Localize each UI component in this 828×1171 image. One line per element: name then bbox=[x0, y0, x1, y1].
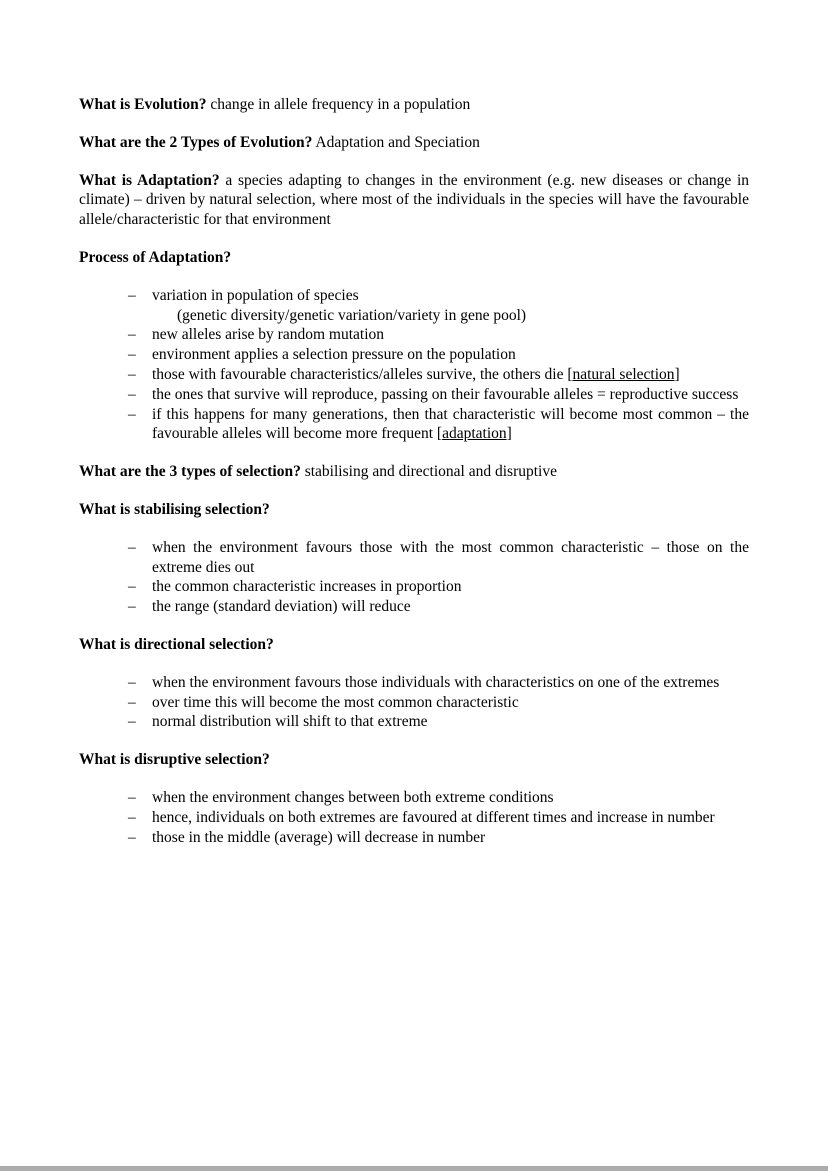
answer-text: Adaptation and Speciation bbox=[315, 133, 480, 151]
bullet-item bbox=[128, 345, 749, 365]
bullet-text bbox=[152, 405, 749, 445]
bullet-text: environment applies a selection pressure on the population bbox=[152, 346, 516, 364]
bullet-item bbox=[128, 673, 749, 693]
bullet-post-text: ] bbox=[506, 425, 512, 443]
qa-what-is-adaptation bbox=[79, 171, 749, 230]
answer-text: a species adapting to changes in the environment (e.g. new diseases or change in climate) – driven by natural selection, where most of the individuals in the species will have the favourable allele/characteristic for that environment bbox=[79, 171, 749, 229]
bullet-text: the common characteristic increases in proportion bbox=[152, 578, 462, 596]
answer-text: stabilising and directional and disruptive bbox=[304, 463, 557, 481]
bullet-item bbox=[128, 385, 749, 405]
underlined-term: natural selection bbox=[572, 365, 675, 383]
bullet-text: when the environment favours those with the most common characteristic – those on the extreme dies out bbox=[152, 538, 749, 576]
bullet-dash: – bbox=[128, 713, 136, 731]
bullet-text: the range (standard deviation) will reduce bbox=[152, 598, 411, 616]
qa-what-is-evolution bbox=[79, 95, 749, 115]
bullet-dash: – bbox=[128, 286, 136, 304]
bullet-item bbox=[128, 538, 749, 578]
stabilising-bullet-list bbox=[79, 538, 749, 617]
bullet-item bbox=[128, 365, 749, 385]
bullet-dash: – bbox=[128, 673, 136, 691]
question-text: What is Adaptation? bbox=[79, 171, 220, 189]
section-disruptive-selection bbox=[79, 750, 749, 847]
section-stabilising-selection bbox=[79, 500, 749, 617]
process-of-adaptation-heading: Process of Adaptation? bbox=[79, 248, 232, 266]
bullet-sub-text: (genetic diversity/genetic variation/variety in gene pool) bbox=[177, 306, 527, 324]
bullet-dash: – bbox=[128, 578, 136, 596]
bullet-dash: – bbox=[128, 385, 136, 403]
question-text: What are the 2 Types of Evolution? bbox=[79, 133, 313, 151]
bullet-text: the ones that survive will reproduce, passing on their favourable alleles = reproductive success bbox=[152, 385, 739, 403]
bullet-pre-text: if this happens for many generations, then that characteristic will become most common – the favourable alleles will become more frequent [ bbox=[152, 405, 749, 443]
answer-text: change in allele frequency in a population bbox=[210, 96, 471, 113]
directional-bullet-list bbox=[79, 673, 749, 732]
process-bullet-list bbox=[79, 286, 749, 444]
bullet-text: normal distribution will shift to that extreme bbox=[152, 713, 428, 731]
page-bottom-edge bbox=[0, 1166, 828, 1171]
section-process-of-adaptation bbox=[79, 248, 749, 444]
bullet-dash: – bbox=[128, 538, 136, 556]
bullet-text: over time this will become the most common characteristic bbox=[152, 693, 519, 711]
bullet-item bbox=[128, 788, 749, 808]
bullet-dash: – bbox=[128, 346, 136, 364]
question-text: What are the 3 types of selection? bbox=[79, 463, 301, 481]
bullet-item bbox=[128, 712, 749, 732]
bullet-item bbox=[128, 597, 749, 617]
stabilising-selection-heading: What is stabilising selection? bbox=[79, 500, 270, 518]
bullet-pre-text: those with favourable characteristics/alleles survive, the others die [ bbox=[152, 365, 573, 383]
bullet-text: hence, individuals on both extremes are favoured at different times and increase in number bbox=[152, 808, 715, 826]
bullet-dash: – bbox=[128, 788, 136, 806]
bullet-item bbox=[128, 693, 749, 713]
bullet-text bbox=[152, 286, 749, 326]
disruptive-bullet-list bbox=[79, 788, 749, 847]
qa-two-types-of-evolution bbox=[79, 133, 749, 153]
question-text: What is Evolution? bbox=[79, 96, 207, 113]
bullet-dash: – bbox=[128, 808, 136, 826]
bullet-dash: – bbox=[128, 405, 136, 423]
bullet-item bbox=[128, 808, 749, 828]
underlined-term: adaptation bbox=[442, 425, 507, 443]
bullet-dash: – bbox=[128, 365, 136, 383]
bullet-text: those in the middle (average) will decrease in number bbox=[152, 828, 486, 846]
bullet-item bbox=[128, 405, 749, 445]
bullet-text: when the environment favours those individuals with characteristics on one of the extremes bbox=[152, 673, 720, 691]
bullet-dash: – bbox=[128, 693, 136, 711]
bullet-dash: – bbox=[128, 828, 136, 846]
directional-selection-heading: What is directional selection? bbox=[79, 635, 274, 653]
bullet-item bbox=[128, 577, 749, 597]
bullet-item bbox=[128, 286, 749, 326]
qa-three-types-of-selection bbox=[79, 462, 749, 482]
bullet-text bbox=[152, 365, 749, 385]
bullet-main-text: variation in population of species bbox=[152, 286, 359, 304]
bullet-item bbox=[128, 828, 749, 848]
bullet-dash: – bbox=[128, 326, 136, 344]
bullet-text: when the environment changes between both extreme conditions bbox=[152, 788, 554, 806]
bullet-text: new alleles arise by random mutation bbox=[152, 326, 385, 344]
bullet-dash: – bbox=[128, 598, 136, 616]
bullet-post-text: ] bbox=[674, 365, 680, 383]
disruptive-selection-heading: What is disruptive selection? bbox=[79, 751, 270, 769]
section-directional-selection bbox=[79, 635, 749, 732]
bullet-item bbox=[128, 325, 749, 345]
